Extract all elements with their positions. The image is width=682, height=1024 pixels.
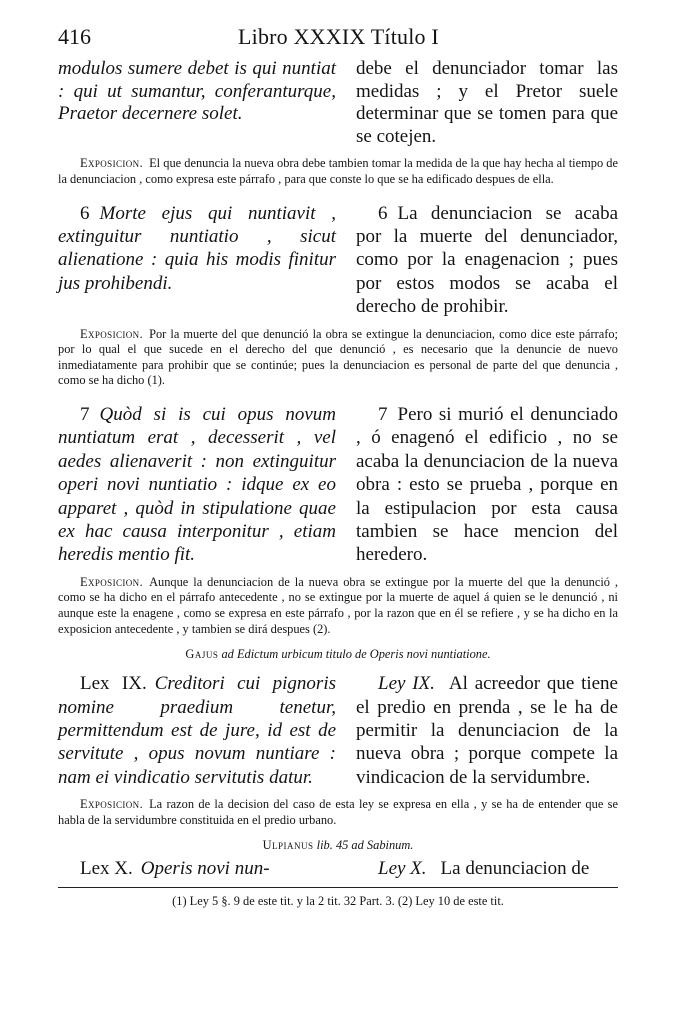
page bbox=[58, 18, 618, 909]
paragraph-number: 7 bbox=[378, 403, 388, 425]
exposicion-text: El que denuncia la nueva obra debe tambien tomar la medida de la que hay hecha al tiempo de la denunciacion , como expresa este párrafo , para que conste lo que se ha edificado despues de ella. bbox=[58, 156, 618, 186]
exposicion-label: Exposicion. bbox=[80, 326, 144, 341]
exposicion-label: Exposicion. bbox=[80, 574, 144, 589]
lex-9 bbox=[58, 672, 618, 789]
ley-label: Ley IX. bbox=[378, 673, 435, 695]
source-work: ad Edictum urbicum titulo de Operis novi nuntiatione. bbox=[221, 647, 491, 662]
paragraph-number: 7 bbox=[80, 403, 90, 425]
source-work: lib. 45 ad Sabinum. bbox=[316, 838, 414, 853]
exposicion bbox=[58, 797, 618, 828]
exposicion-text: Aunque la denunciacion de la nueva obra se extingue por la muerte del que la denunció , como se ha dicho en el párrafo antecedente , no se extingue por la muerte de aquel á quien se le denunció , ni aunque este la enagene , como se expresa en este párrafo , por la razon que en él se refiere , y se ha dicho en la exposicion antecedente , y tambien se dirá despues (2). bbox=[58, 574, 618, 636]
paragraph-7 bbox=[58, 403, 618, 567]
latin-text bbox=[58, 672, 336, 789]
source-author: Ulpianus bbox=[262, 838, 314, 853]
paragraph-6 bbox=[58, 202, 618, 319]
latin-text: modulos sumere debet is qui nuntiat : qui ut sumantur, conferanturque, Praetor decernere solet. bbox=[58, 58, 336, 125]
exposicion-text: Por la muerte del que denunció la obra se extingue la denunciacion, como dice este párrafo; por lo qual el que sucede en el derecho del que denunció , es necesario que la denuncie de nuevo inmediatamente para prohibir que se continúe; pues la denunciacion es personal de parte del que denuncia , como se ha dicho (1). bbox=[58, 326, 618, 388]
spanish-body: Pero si murió el denunciado , ó enagenó el edificio , no se acaba la denunciacion de la nueva obra : esto se prueba , porque en la estipulacion por esta causa tambien se hace mencion del heredero. bbox=[356, 403, 618, 566]
page-number: 416 bbox=[58, 24, 91, 49]
lex-10 bbox=[58, 857, 618, 880]
spanish-text bbox=[356, 202, 618, 319]
exposicion-label: Exposicion. bbox=[80, 797, 144, 812]
spanish-text bbox=[356, 857, 618, 880]
paragraph-number: 6 bbox=[80, 202, 90, 224]
spanish-text: debe el denunciador tomar las medidas ; y el Pretor suele determinar que se tomen para que se cotejen. bbox=[356, 58, 618, 147]
spanish-body: La denunciacion se acaba por la muerte del denunciador, como por la enagenacion ; pues por estos modos se acaba el derecho de prohibir. bbox=[356, 202, 618, 318]
source-citation bbox=[58, 838, 618, 853]
footnote-rule bbox=[58, 887, 618, 888]
latin-body: Quòd si is cui opus novum nuntiatum erat , decesserit , vel aedes alienaverit : non extinguitur operi novi nuntiatio : idque ex eo apparet , quòd in stipulatione quae ex hac causa interponitur , etiam heredis mentio fit. bbox=[58, 403, 336, 566]
exposicion bbox=[58, 327, 618, 389]
exposicion bbox=[58, 575, 618, 637]
exposicion-text: La razon de la decision del caso de esta ley se expresa en ella , y se ha de entender que se habla de la servidumbre constituida en el predio urbano. bbox=[58, 797, 618, 827]
lex-label: Lex X. bbox=[80, 858, 133, 880]
latin-body: Morte ejus qui nuntiavit , extinguitur nuntiatio , sicut alienatione : quia his modis finitur jus prohibendi. bbox=[58, 202, 336, 294]
page-header bbox=[58, 18, 618, 52]
latin-body: Creditori cui pignoris nomine praedium tenetur, permittendum est de jure, id est de servitute , opus novum nuntiare : nam ei vindicatio servitutis datur. bbox=[58, 673, 336, 788]
running-title: Libro XXXIX Título I bbox=[238, 24, 439, 49]
ley-label: Ley X. bbox=[378, 858, 427, 880]
spanish-text bbox=[356, 403, 618, 567]
paragraph-number: 6 bbox=[378, 202, 388, 224]
paragraph-5-continued bbox=[58, 58, 618, 148]
latin-text bbox=[58, 857, 336, 880]
latin-text bbox=[58, 403, 336, 567]
exposicion-label: Exposicion. bbox=[80, 156, 144, 171]
spanish-text bbox=[356, 672, 618, 789]
latin-body: Operis novi nun- bbox=[140, 858, 270, 880]
spanish-body: La denunciacion de bbox=[440, 858, 590, 880]
footnote: (1) Ley 5 §. 9 de este tit. y la 2 tit. 32 Part. 3. (2) Ley 10 de este tit. bbox=[172, 893, 504, 908]
lex-label: Lex IX. bbox=[80, 673, 147, 695]
latin-text bbox=[58, 202, 336, 319]
source-citation bbox=[58, 647, 618, 662]
source-author: Gajus bbox=[185, 647, 219, 662]
spanish-body: Al acreedor que tiene el predio en prenda , se le ha de permitir la denunciacion de la nueva obra ; porque compete la vindicacion de la servidumbre. bbox=[356, 673, 618, 788]
exposicion bbox=[58, 156, 618, 187]
